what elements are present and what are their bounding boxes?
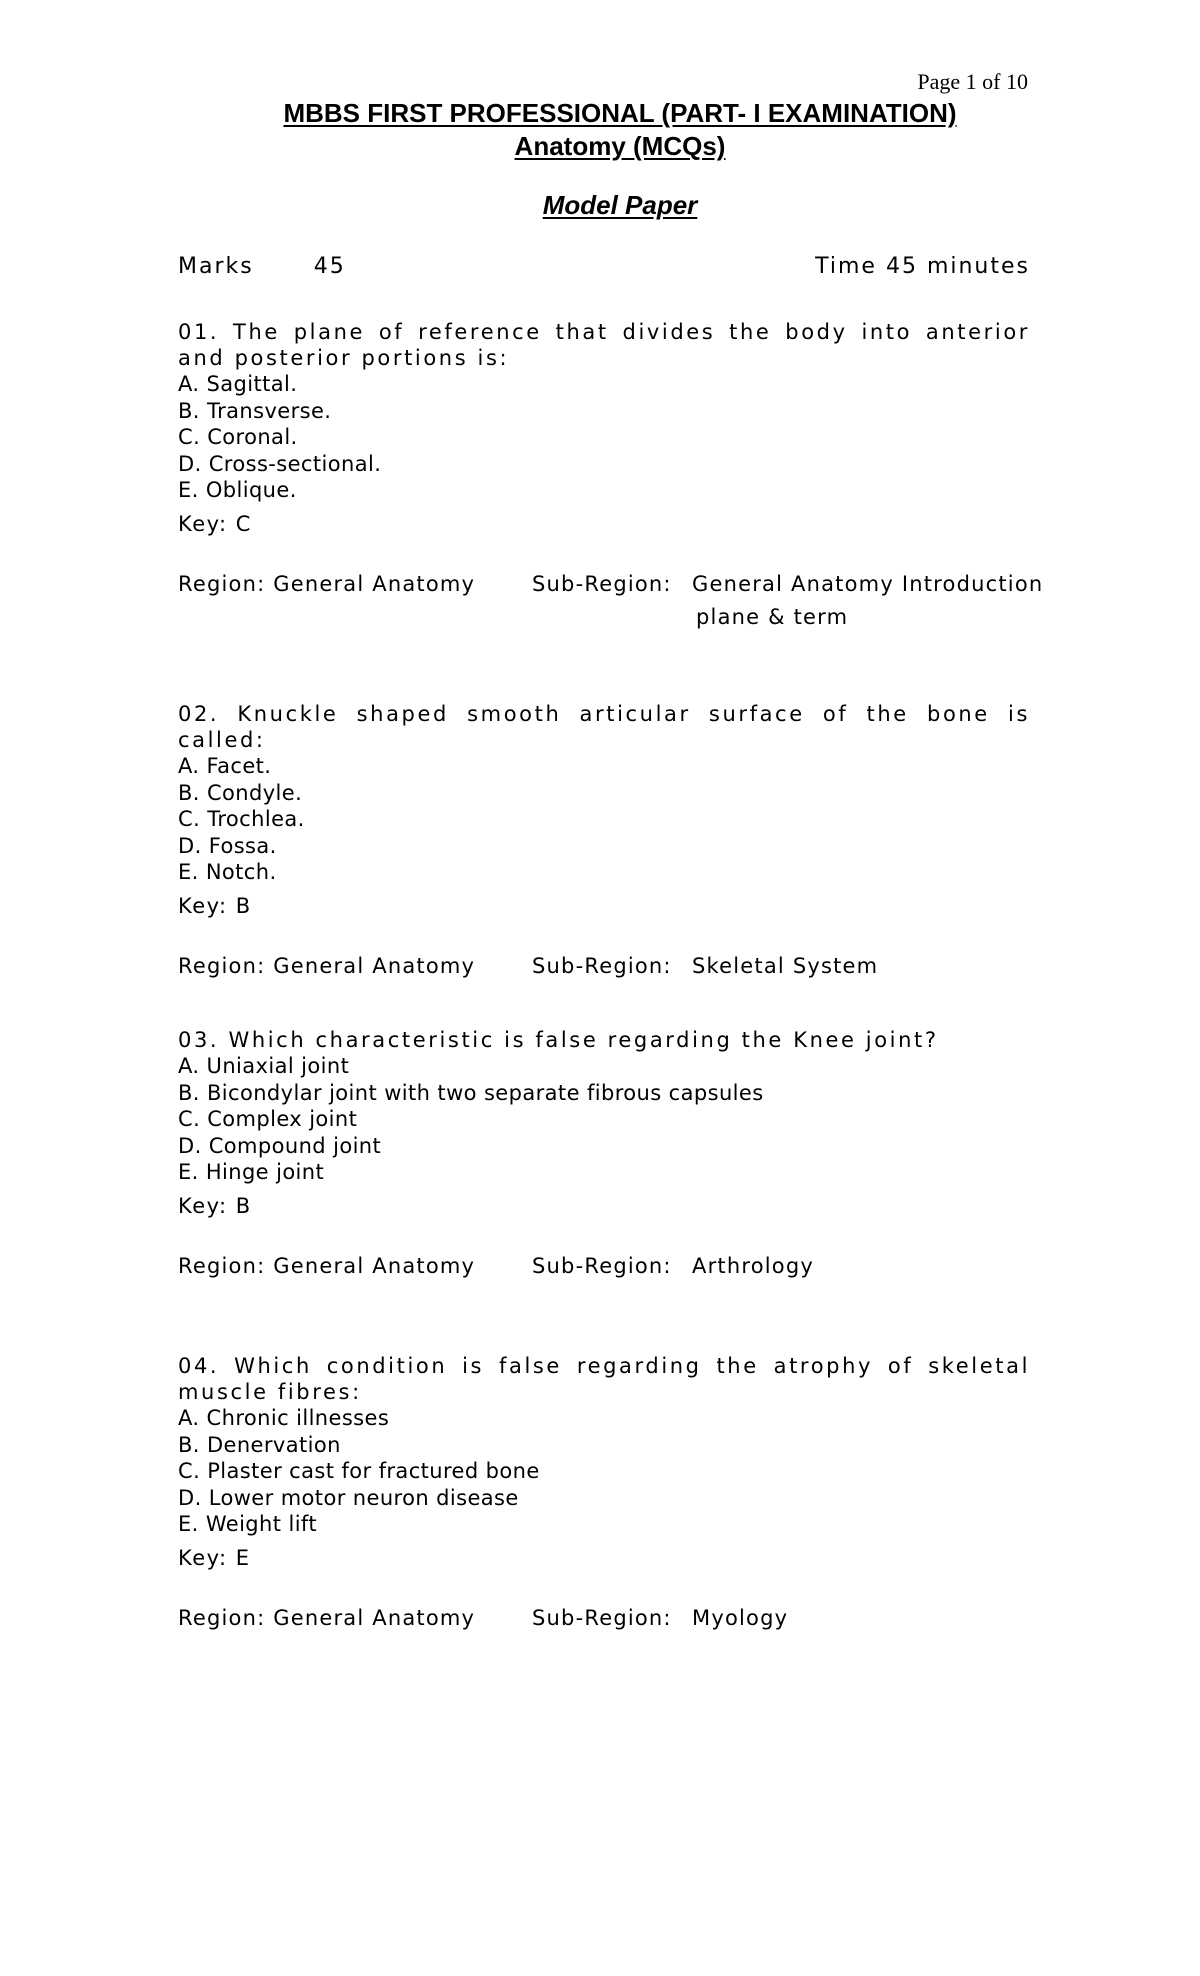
option: B. Bicondylar joint with two separate fibrous capsules (178, 1080, 764, 1105)
question-text: 01. The plane of reference that divides the body into anterior and posterior portions is: (178, 320, 1030, 370)
time-info: Time 45 minutes (815, 254, 1030, 279)
region-row (178, 571, 1044, 629)
region-label: Region: General Anatomy (178, 953, 476, 978)
answer-key: Key: E (178, 1545, 251, 1570)
option: B. Transverse. (178, 398, 332, 423)
option: A. Uniaxial joint (178, 1054, 350, 1078)
subregion-label: Sub-Region: (532, 1605, 672, 1630)
question-block (178, 1027, 1030, 1282)
region-row (178, 1606, 1030, 1634)
option: E. Notch. (178, 860, 277, 884)
answer-key: Key: C (178, 511, 252, 536)
region-label: Region: General Anatomy (178, 1253, 476, 1278)
question-text: 02. Knuckle shaped smooth articular surface of the bone is called: (178, 702, 1030, 752)
subregion-value: General Anatomy Introduction (692, 571, 1044, 596)
marks-info (178, 254, 346, 279)
subregion-label: Sub-Region: (532, 1253, 672, 1278)
question-text: 03. Which characteristic is false regarding the Knee joint? (178, 1028, 939, 1052)
option: C. Complex joint (178, 1107, 358, 1131)
subregion-value-continued: plane & term (696, 604, 849, 629)
subregion-value: Myology (692, 1605, 789, 1630)
subregion-label: Sub-Region: (532, 571, 672, 596)
option: D. Lower motor neuron disease (178, 1485, 519, 1510)
exam-title: MBBS FIRST PROFESSIONAL (PART- I EXAMINATION) (283, 98, 957, 128)
option: A. Sagittal. (178, 372, 298, 396)
question-block (178, 319, 1044, 629)
option: A. Facet. (178, 754, 272, 778)
option: D. Compound joint (178, 1133, 382, 1158)
question-text: 04. Which condition is false regarding the atrophy of skeletal muscle fibres: (178, 1354, 1030, 1404)
subject-title: Anatomy (MCQs) (514, 131, 726, 161)
region-row (178, 954, 1030, 982)
subregion-label: Sub-Region: (532, 953, 672, 978)
marks-value: 45 (313, 254, 346, 279)
option: B. Denervation (178, 1432, 341, 1457)
option: C. Coronal. (178, 425, 298, 449)
marks-time-row (178, 254, 1030, 279)
question-block (178, 1353, 1030, 1634)
region-row (178, 1254, 1030, 1282)
option: B. Condyle. (178, 780, 303, 805)
option: C. Trochlea. (178, 807, 305, 831)
region-label: Region: General Anatomy (178, 1605, 476, 1630)
answer-key: Key: B (178, 893, 252, 918)
subregion-value: Arthrology (692, 1253, 815, 1278)
option: E. Oblique. (178, 478, 297, 502)
region-label: Region: General Anatomy (178, 571, 476, 596)
option: A. Chronic illnesses (178, 1406, 390, 1430)
option: C. Plaster cast for fractured bone (178, 1459, 540, 1483)
marks-label: Marks (178, 254, 254, 279)
question-block (178, 701, 1030, 982)
paper-type-title: Model Paper (542, 190, 698, 220)
option: D. Cross-sectional. (178, 451, 382, 476)
option: E. Weight lift (178, 1512, 317, 1536)
subregion-value: Skeletal System (692, 953, 879, 978)
option: E. Hinge joint (178, 1160, 325, 1184)
answer-key: Key: B (178, 1193, 252, 1218)
option: D. Fossa. (178, 833, 277, 858)
page-number: Page 1 of 10 (917, 69, 1028, 94)
